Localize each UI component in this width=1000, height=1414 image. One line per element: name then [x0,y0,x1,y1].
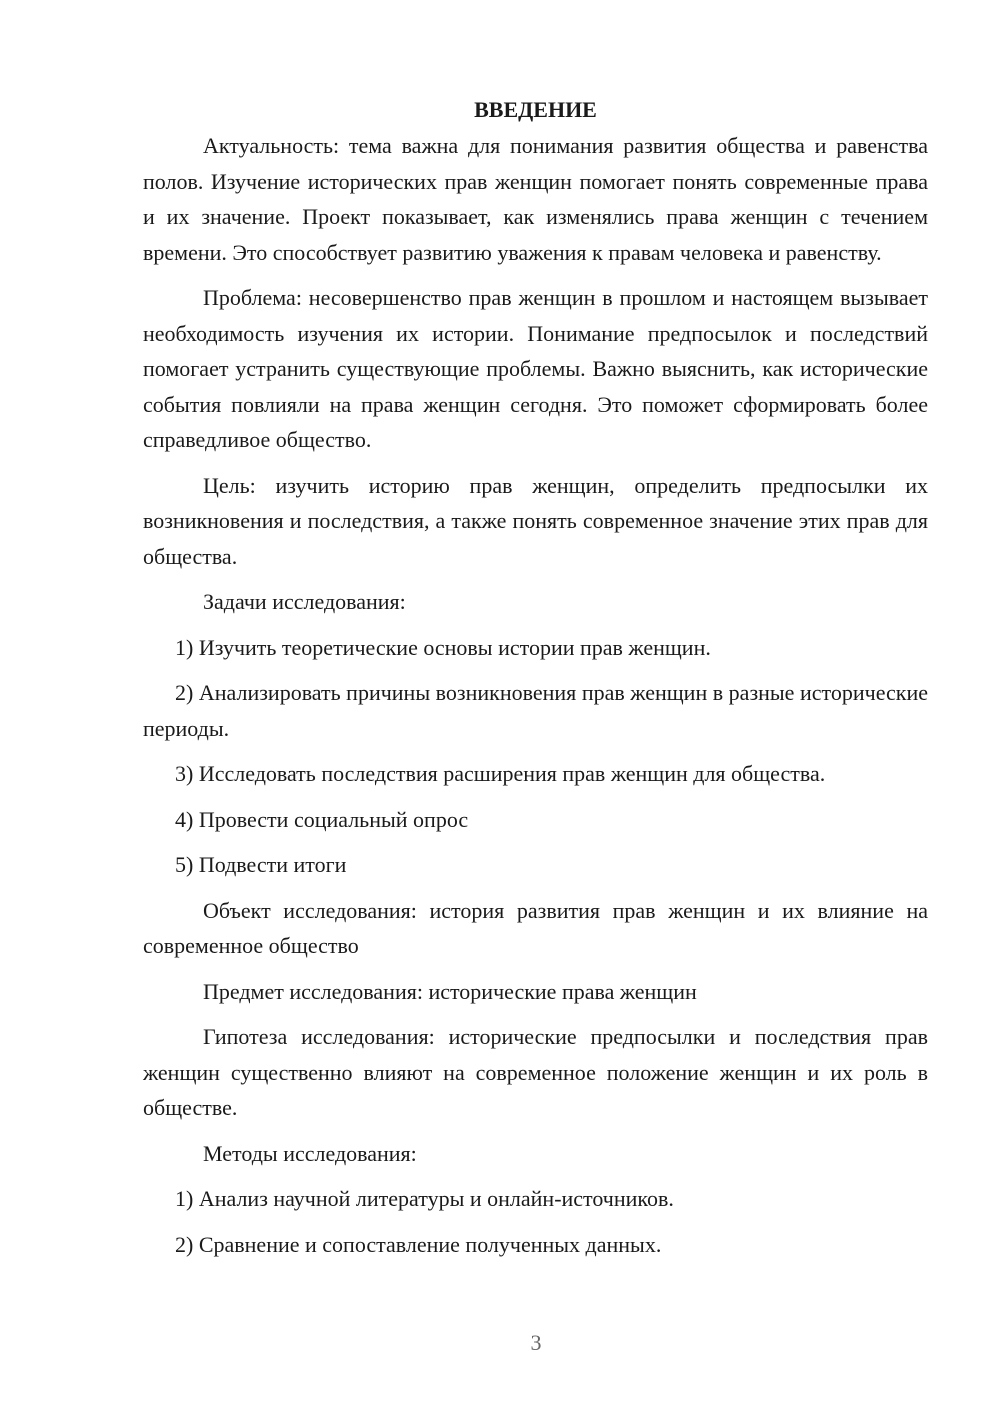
section-title: ВВЕДЕНИЕ [474,97,597,122]
method-item-1: 1) Анализ научной литературы и онлайн-источников. [175,1186,674,1211]
paragraph-problem: Проблема: несовершенство прав женщин в прошлом и настоящем вызывает необходимость изучения их истории. Понимание предпосылок и последствий помогает устранить существующие проблемы. Важно выяснить, как исторические события повлияли на права женщин сегодня. Это поможет сформировать более справедливое общество. [143,285,928,452]
paragraph-object: Объект исследования: история развития прав женщин и их влияние на современное общество [143,897,928,958]
paragraph-hypothesis: Гипотеза исследования: исторические предпосылки и последствия прав женщин существенно влияют на современное положение женщин и их роль в обществе. [143,1024,928,1120]
methods-heading: Методы исследования: [203,1140,417,1166]
tasks-heading: Задачи исследования: [203,589,406,614]
document-page [143,92,928,1272]
paragraph-goal: Цель: изучить историю прав женщин, определить предпосылки их возникновения и последствия, а также понять современное значение этих прав для общества. [143,472,928,569]
task-item-1: 1) Изучить теоретические основы истории прав женщин. [175,634,711,660]
page-number: 3 [530,1330,542,1355]
paragraph-subject: Предмет исследования: исторические права женщин [203,978,697,1004]
task-item-2: 2) Анализировать причины возникновения прав женщин в разные исторические периоды. [143,680,928,741]
method-item-2: 2) Сравнение и сопоставление полученных данных. [175,1231,662,1257]
task-item-5: 5) Подвести итоги [175,852,347,877]
task-item-3: 3) Исследовать последствия расширения прав женщин для общества. [175,761,826,786]
paragraph-relevance: Актуальность: тема важна для понимания развития общества и равенства полов. Изучение исторических прав женщин помогает понять современные права и их значение. Проект показывает, как изменялись права женщин с течением времени. Это способствует развитию уважения к правам человека и равенству. [143,133,928,265]
task-item-4: 4) Провести социальный опрос [175,806,469,832]
